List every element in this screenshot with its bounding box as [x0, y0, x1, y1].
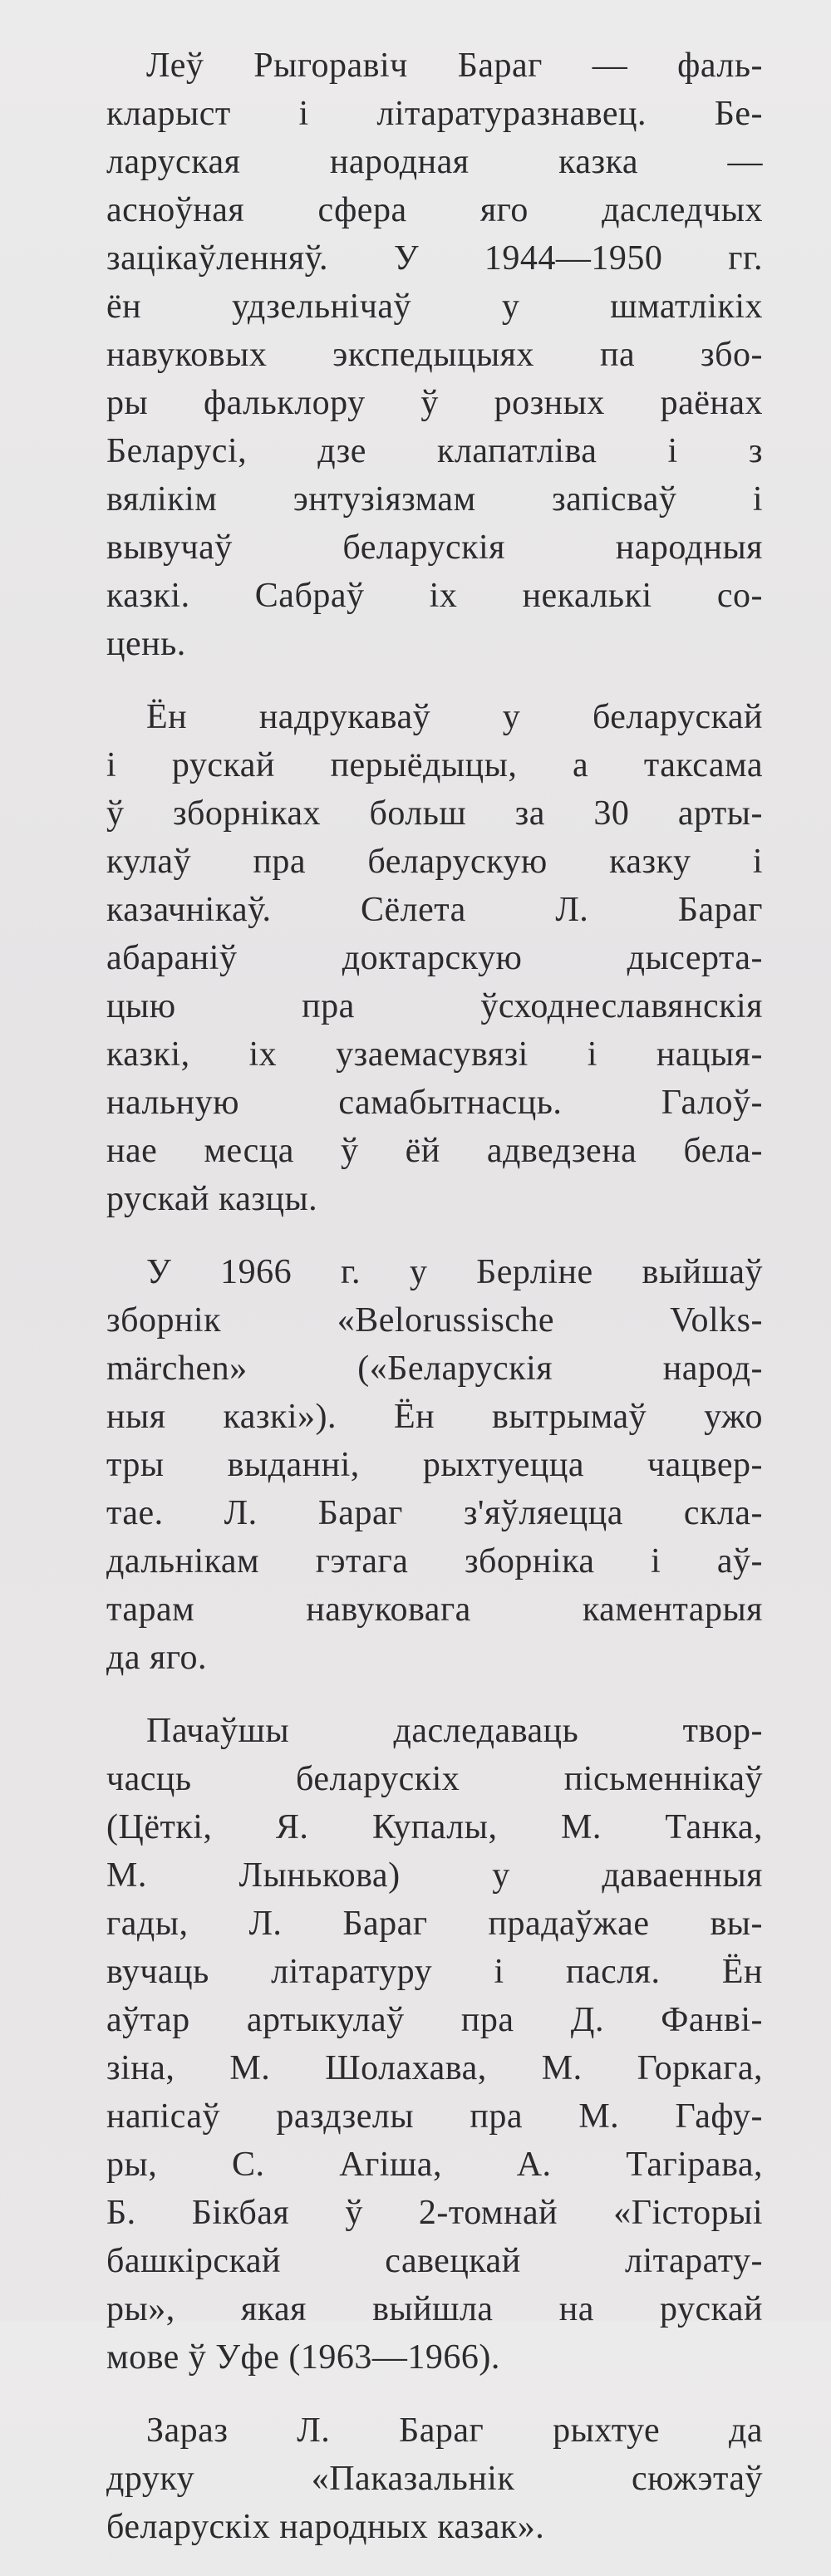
- text-line: У 1966 г. у Берліне выйшаў: [146, 1253, 763, 1291]
- text-line: да яго.: [106, 1639, 208, 1677]
- text-line: Беларусі, дзе клапатліва і з: [106, 432, 763, 470]
- text-line: абараніў доктарскую дысерта-: [106, 939, 763, 977]
- text-line: дальнікам гэтага зборніка і аў-: [106, 1542, 763, 1581]
- text-line: ён удзельнічаў у шматлікіх: [106, 288, 763, 326]
- text-line: навуковых экспедыцыях па збо-: [106, 336, 763, 374]
- text-line: märchen» («Беларускія народ-: [106, 1349, 763, 1388]
- text-line: ныя казкі»). Ён вытрымаў ужо: [106, 1398, 763, 1436]
- text-line: нае месца ў ёй адведзена бела-: [106, 1132, 763, 1170]
- text-line: кулаў пра беларускую казку і: [106, 843, 763, 881]
- text-line: Леў Рыгоравіч Бараг — фаль-: [146, 47, 763, 85]
- text-line: тры выданні, рыхтуецца чацвер-: [106, 1446, 763, 1484]
- text-line: аўтар артыкулаў пра Д. Фанві-: [106, 2001, 763, 2039]
- text-line: (Цёткі, Я. Купалы, М. Танка,: [106, 1808, 763, 1846]
- text-line: і рускай перыёдыцы, а таксама: [106, 746, 763, 784]
- text-line: тае. Л. Бараг з'яўляецца скла-: [106, 1494, 763, 1532]
- text-line: ры фальклору ў розных раёнах: [106, 384, 763, 422]
- text-line: ры», якая выйшла на рускай: [106, 2290, 763, 2328]
- text-line: вучаць літаратуру і пасля. Ён: [106, 1953, 763, 1991]
- text-line: Ён надрукаваў у беларускай: [146, 698, 763, 736]
- text-line: башкірскай савецкай літарату-: [106, 2242, 763, 2280]
- text-line: беларускіх народных казак».: [106, 2508, 545, 2546]
- text-line: мове ў Уфе (1963—1966).: [106, 2338, 500, 2377]
- text-line: нальную самабытнасць. Галоў-: [106, 1084, 763, 1122]
- text-line: гады, Л. Бараг прадаўжае вы-: [106, 1905, 763, 1943]
- text-line: вывучаў беларускія народныя: [106, 528, 763, 567]
- text-line: М. Лынькова) у даваенныя: [106, 1856, 763, 1895]
- text-line: вялікім энтузіязмам запісваў і: [106, 480, 763, 519]
- text-line: казкі, іх узаемасувязі і нацыя-: [106, 1035, 763, 1074]
- text-line: тарам навуковага каментарыя: [106, 1590, 763, 1629]
- text-line: ў зборніках больш за 30 арты-: [106, 794, 763, 833]
- text-line: Зараз Л. Бараг рыхтуе да: [146, 2411, 763, 2450]
- text-line: цень.: [106, 625, 186, 663]
- text-line: ларуская народная казка —: [106, 143, 763, 181]
- text-line: часць беларускіх пісьменнікаў: [106, 1760, 763, 1798]
- text-line: Пачаўшы даследаваць твор-: [146, 1712, 763, 1750]
- text-line: Б. Бікбая ў 2-томнай «Гісторыі: [106, 2194, 763, 2232]
- text-line: друку «Паказальнік сюжэтаў: [106, 2460, 763, 2498]
- text-line: асноўная сфера яго даследчых: [106, 191, 763, 229]
- paragraph-1: [106, 42, 763, 668]
- text-line: кларыст і літаратуразнавец. Бе-: [106, 95, 763, 133]
- biography-text: [106, 42, 763, 2576]
- text-line: зіна, М. Шолахава, М. Горкага,: [106, 2049, 763, 2087]
- text-line: казачнікаў. Сёлета Л. Бараг: [106, 891, 763, 929]
- text-line: зацікаўленняў. У 1944—1950 гг.: [106, 239, 763, 278]
- text-line: зборнік «Belorussische Volks-: [106, 1301, 763, 1340]
- text-line: казкі. Сабраў іх некалькі со-: [106, 577, 763, 615]
- text-line: цыю пра ўсходнеславянскія: [106, 987, 763, 1025]
- text-line: напісаў раздзелы пра М. Гафу-: [106, 2097, 763, 2136]
- paragraph-4: [106, 1707, 763, 2382]
- paragraph-5: [106, 2406, 763, 2551]
- text-line: ры, С. Агіша, А. Тагірава,: [106, 2146, 763, 2184]
- paragraph-2: [106, 693, 763, 1223]
- text-line: рускай казцы.: [106, 1180, 318, 1218]
- paragraph-3: [106, 1248, 763, 1682]
